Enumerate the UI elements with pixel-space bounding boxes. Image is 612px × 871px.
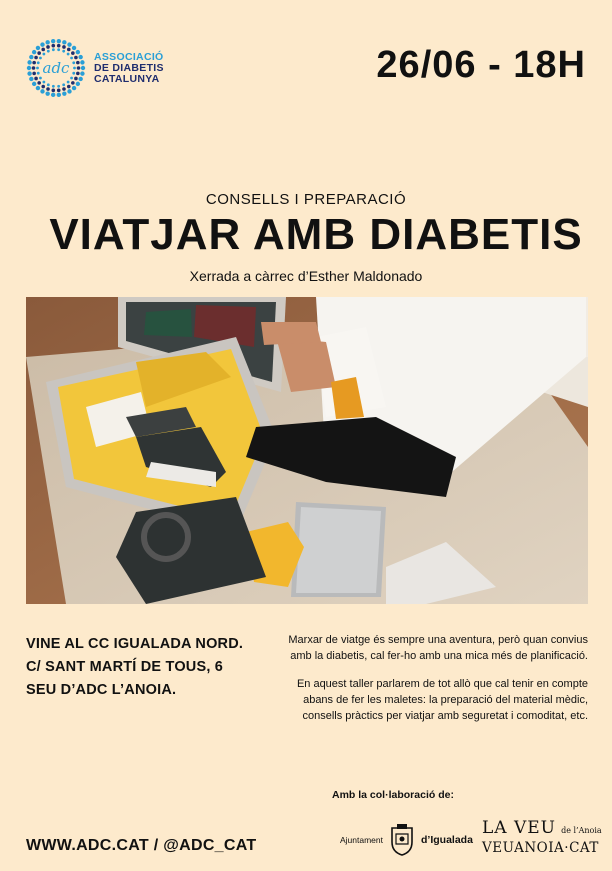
logo-dotted-ring	[26, 38, 86, 98]
org-name-line2: DE DIABETIS	[94, 61, 164, 74]
event-title: VIATJAR AMB DIABETIS	[49, 210, 583, 259]
ajuntament-igualada-logo	[340, 822, 473, 858]
description-paragraph-1: Marxar de viatge és sempre una aventura, però quan convius amb la diabetis, cal fer-ho amb una mica més de planificació.	[288, 634, 588, 662]
igualada-text: d’Igualada	[421, 834, 473, 846]
packing-suitcase-illustration	[26, 297, 588, 604]
org-name	[94, 52, 164, 85]
collaboration-label: Amb la col·laboració de:	[332, 789, 454, 801]
ajuntament-text: Ajuntament	[340, 835, 383, 845]
event-kicker: CONSELLS I PREPARACIÓ	[205, 191, 407, 208]
event-speaker: Xerrada a càrrec d’Esther Maldonado	[189, 268, 423, 284]
venue-info	[26, 633, 243, 702]
description-paragraph-2: En aquest taller parlarem de tot allò que cal tenir en compte abans de fer les maletes: la preparació del material mèdic, consells pràctics per viatjar amb seguretat i comoditat, etc.	[296, 678, 588, 722]
event-description	[288, 632, 588, 736]
adc-logo	[26, 38, 164, 98]
org-name-line1: ASSOCIACIÓ	[94, 50, 164, 63]
venue-line1: VINE AL CC IGUALADA NORD.	[26, 636, 244, 652]
org-name-line3: CATALUNYA	[94, 72, 160, 85]
footer-links: WWW.ADC.CAT / @ADC_CAT	[26, 837, 257, 854]
la-veu-subtitle: de l’Anoia	[561, 826, 602, 835]
crest-icon	[389, 824, 415, 856]
la-veu-url: VEUANOIA·CAT	[482, 840, 599, 856]
event-date-time: 26/06 - 18H	[376, 44, 586, 86]
hero-photo	[26, 297, 588, 604]
venue-line3: SEU D’ADC L’ANOIA.	[26, 682, 177, 698]
logo-mark: adc	[42, 59, 70, 77]
la-veu-anoia-logo	[482, 818, 602, 856]
la-veu-title: LA VEU	[482, 818, 556, 838]
venue-line2: C/ SANT MARTÍ DE TOUS, 6	[26, 659, 224, 675]
